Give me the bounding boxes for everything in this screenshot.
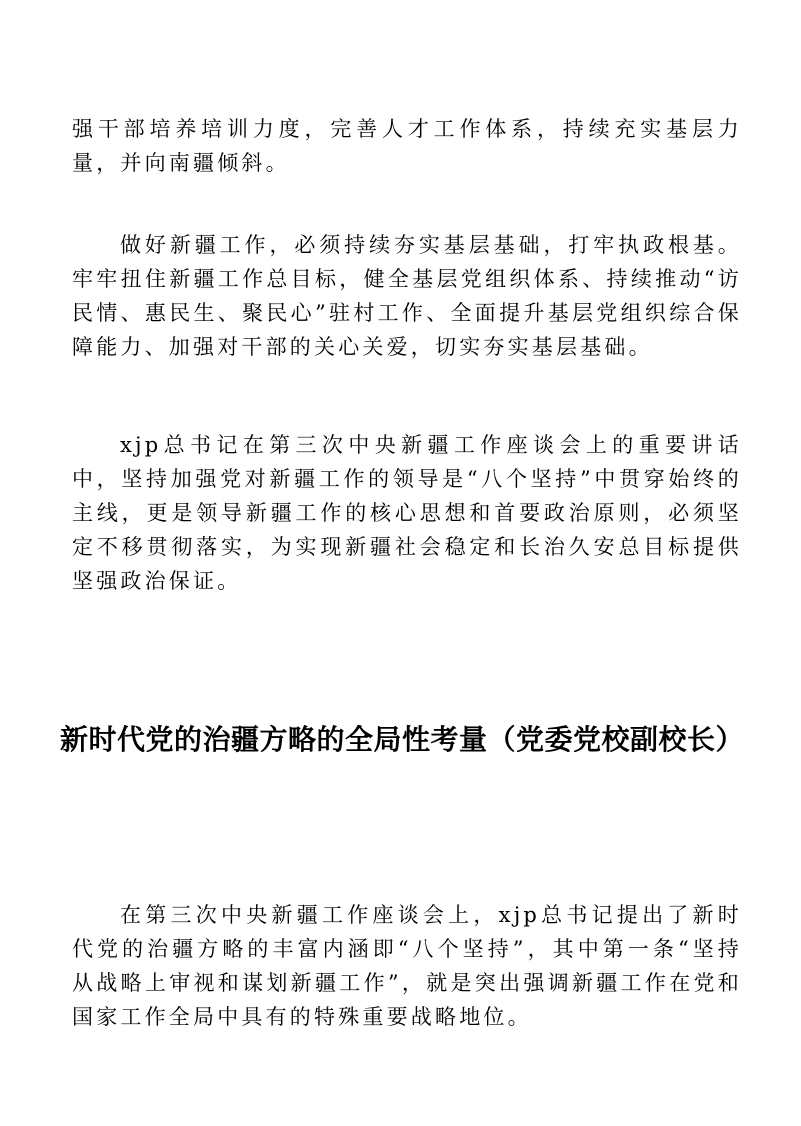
paragraph-3: xjp总书记在第三次中央新疆工作座谈会上的重要讲话中，坚持加强党对新疆工作的领导是“八个坚持”中贯穿始终的主线，更是领导新疆工作的核心思想和首要政治原则，必须坚定不移贯彻落实，为实现新疆社会稳定和长治久安总目标提供坚强政治保证。 (72, 433, 742, 593)
section-heading: 新时代党的治疆方略的全局性考量（党委党校副校长） (60, 723, 745, 756)
paragraph-2: 做好新疆工作，必须持续夯实基层基础，打牢执政根基。牢牢扭住新疆工作总目标，健全基层党组织体系、持续推动“访民情、惠民生、聚民心”驻村工作、全面提升基层党组织综合保障能力、加强对干部的关心关爱，切实夯实基层基础。 (72, 233, 742, 359)
paragraph-4: 在第三次中央新疆工作座谈会上，xjp总书记提出了新时代党的治疆方略的丰富内涵即“八个坚持”，其中第一条“坚持从战略上审视和谋划新疆工作”，就是突出强调新疆工作在党和国家工作全局中具有的特殊重要战略地位。 (72, 903, 742, 1029)
paragraph-1: 强干部培养培训力度，完善人才工作体系，持续充实基层力量，并向南疆倾斜。 (72, 117, 742, 175)
